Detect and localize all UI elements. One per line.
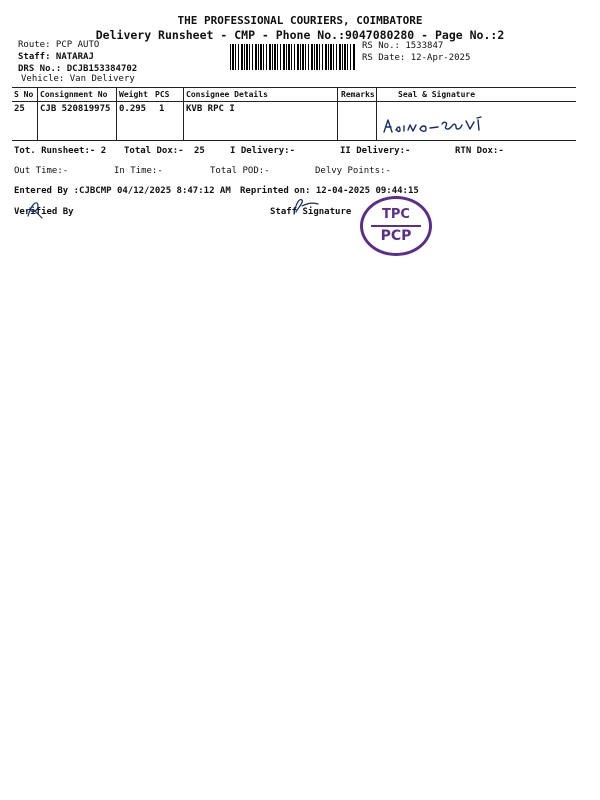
company-title: THE PROFESSIONAL COURIERS, COIMBATORE: [177, 14, 423, 27]
staff-signature: Staff Signature: [270, 207, 352, 217]
drs-number: DRS No.: DCJB153384702: [18, 64, 138, 74]
row-sno: 25: [14, 104, 25, 114]
header-weight: Weight: [119, 90, 148, 99]
verified-by: Verified By: [14, 207, 74, 217]
rs-number: RS No.: 1533847: [362, 41, 444, 51]
total-dox-value: 25: [194, 146, 205, 156]
total-pod: Total POD:-: [210, 166, 270, 176]
header-remarks: Remarks: [341, 90, 375, 99]
stamp-bottom-text: PCP: [380, 228, 412, 244]
delvy-points: Delvy Points:-: [315, 166, 391, 176]
col-divider: [337, 87, 338, 140]
vehicle-text: Vehicle: Van Delivery: [21, 74, 135, 84]
header-consignment: Consignment No: [40, 90, 108, 99]
table-top-border: [12, 87, 576, 88]
rtn-dox: RTN Dox:-: [455, 146, 504, 156]
stamp-divider: [371, 225, 421, 227]
stamp-top-text: TPC: [382, 207, 410, 222]
staff-text: Staff: NATARAJ: [18, 52, 94, 62]
reprinted-on: Reprinted on: 12-04-2025 09:44:15: [240, 186, 419, 196]
row-pcs: 1: [159, 104, 165, 114]
row-weight: 0.295: [119, 104, 147, 114]
company-stamp: [360, 196, 432, 256]
barcode: [230, 44, 356, 70]
entered-by: Entered By :CJBCMP 04/12/2025 8:47:12 AM: [14, 186, 231, 196]
total-runsheet: Tot. Runsheet:- 2: [14, 146, 107, 156]
total-dox-label: Total Dox:-: [124, 146, 184, 156]
table-header-border: [12, 101, 576, 102]
runsheet-subtitle: Delivery Runsheet - CMP - Phone No.:9047080280 - Page No.:2: [95, 28, 505, 42]
col-divider: [116, 87, 117, 140]
header-sno: S No: [14, 90, 34, 99]
rs-date: RS Date: 12-Apr-2025: [362, 53, 471, 63]
out-time: Out Time:-: [14, 166, 69, 176]
col-divider: [183, 87, 184, 140]
header-seal-signature: Seal & Signature: [398, 90, 476, 99]
customer-signature: [380, 112, 500, 140]
i-delivery: I Delivery:-: [230, 146, 296, 156]
row-consignment: CJB 520819975: [40, 104, 111, 114]
header-consignee: Consignee Details: [186, 90, 268, 99]
col-divider: [37, 87, 38, 140]
header-pcs: PCS: [155, 90, 170, 99]
verified-initials: [24, 196, 48, 222]
in-time: In Time:-: [114, 166, 163, 176]
route-text: Route: PCP AUTO: [18, 40, 100, 50]
ii-delivery: II Delivery:-: [340, 146, 411, 156]
col-divider: [376, 87, 377, 140]
staff-initials: [286, 192, 326, 218]
row-consignee: KVB RPC I: [186, 104, 235, 114]
table-bottom-border: [12, 140, 576, 141]
